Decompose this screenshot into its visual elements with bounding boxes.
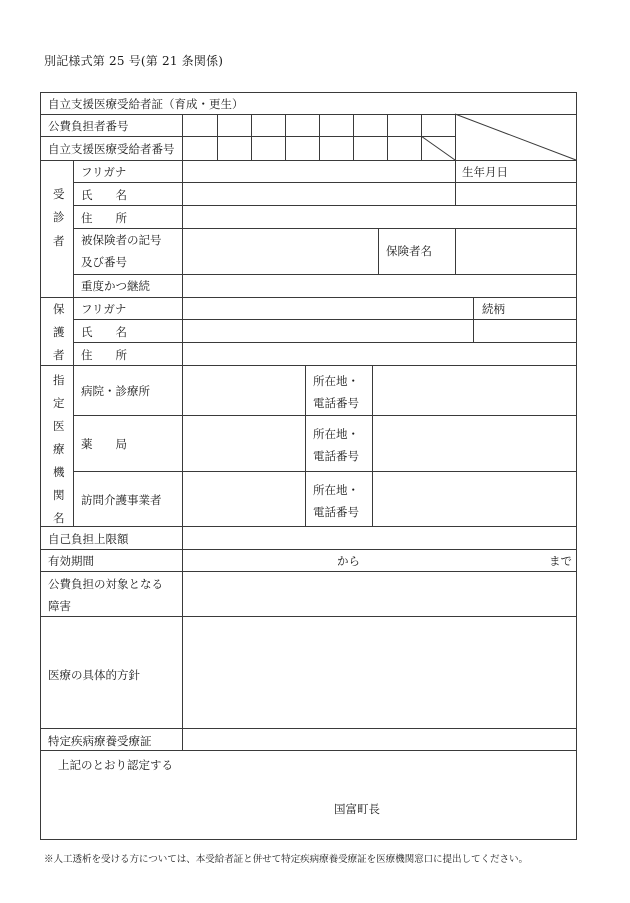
rule-validity-bottom <box>41 571 576 572</box>
institution-group-char: 医 <box>53 419 65 433</box>
footnote: ※人工透析を受ける方については、本受給者証と併せて特定疾病療養受療証を医療機関窓口に提出してください。 <box>44 854 528 865</box>
rule-insurer-right <box>455 228 456 274</box>
mayor-signature-label: 国富町長 <box>334 802 380 816</box>
institution-group-char: 定 <box>53 396 65 410</box>
form-title: 自立支援医療受給者証（育成・更生） <box>48 97 244 111</box>
public-payer-number-label: 公費負担者番号 <box>48 119 129 133</box>
hospital-clinic-label: 病院・診療所 <box>81 384 150 398</box>
institution-group-char: 療 <box>53 442 65 456</box>
rule-guardian-furigana <box>73 319 576 320</box>
rule-patient-name <box>73 205 576 206</box>
treatment-policy-label: 医療の具体的方針 <box>48 668 140 682</box>
insurer-name-label: 保険者名 <box>386 244 432 258</box>
digit-cell <box>387 114 388 160</box>
home-nursing-location-label-line2: 電話番号 <box>313 505 359 519</box>
digit-cell <box>421 114 422 160</box>
rule-copay-bottom <box>41 549 576 550</box>
patient-address-label: 住 所 <box>81 211 127 225</box>
target-disability-label-line1: 公費負担の対象となる <box>48 577 163 591</box>
guardian-group-char: 者 <box>53 348 65 362</box>
rule-disability-bottom <box>41 616 576 617</box>
patient-group-char: 受 <box>53 187 65 201</box>
copay-limit-label: 自己負担上限額 <box>48 532 129 546</box>
rule-location-right <box>372 365 373 526</box>
rule-group-column <box>73 160 74 526</box>
insured-symbol-label-line2: 及び番号 <box>81 255 127 269</box>
certificate-form <box>40 92 577 840</box>
serious-continuous-label: 重度かつ継続 <box>81 279 150 293</box>
specified-disease-label: 特定疾病療養受療証 <box>48 734 152 748</box>
digit-cell <box>353 114 354 160</box>
validity-until-label: まで <box>549 554 572 568</box>
rule-number-end <box>455 114 456 160</box>
insured-symbol-label-line1: 被保険者の記号 <box>81 233 162 247</box>
rule-location-left <box>305 365 306 526</box>
rule-insurer-left <box>378 228 379 274</box>
rule-relationship <box>473 297 474 342</box>
rule-pharmacy-bottom <box>73 471 576 472</box>
pharmacy-location-label-line1: 所在地・ <box>313 427 359 441</box>
home-nursing-label: 訪問介護事業者 <box>81 493 162 507</box>
rule-label-column <box>182 114 183 750</box>
validity-period-label: 有効期間 <box>48 554 94 568</box>
guardian-relationship-label: 続柄 <box>482 302 505 316</box>
institution-group-char: 名 <box>53 511 65 525</box>
hospital-location-label-line2: 電話番号 <box>313 396 359 410</box>
digit-cell <box>217 114 218 160</box>
patient-name-label: 氏 名 <box>81 188 127 202</box>
guardian-address-label: 住 所 <box>81 348 127 362</box>
hospital-location-label-line1: 所在地・ <box>313 374 359 388</box>
document-heading: 別記様式第 25 号(第 21 条関係) <box>44 54 224 68</box>
rule-policy-bottom <box>41 728 576 729</box>
rule-patient-bottom <box>41 297 576 298</box>
recipient-number-label: 自立支援医療受給者番号 <box>48 142 175 156</box>
rule-institution-bottom <box>41 526 576 527</box>
digit-cell <box>285 114 286 160</box>
digit-cell <box>251 114 252 160</box>
patient-group-char: 診 <box>53 210 65 224</box>
rule-payer-bottom <box>41 136 455 137</box>
rule-patient-insured <box>73 274 576 275</box>
pharmacy-label: 薬 局 <box>81 437 127 451</box>
institution-group-char: 機 <box>53 465 65 479</box>
rule-birth-date <box>455 160 456 205</box>
strike-unused-area <box>455 114 576 160</box>
institution-group-char: 関 <box>53 488 65 502</box>
pharmacy-location-label-line2: 電話番号 <box>313 449 359 463</box>
rule-recipient-bottom <box>41 160 576 161</box>
rule-guardian-name <box>73 342 576 343</box>
institution-group-char: 指 <box>53 373 65 387</box>
home-nursing-location-label-line1: 所在地・ <box>313 483 359 497</box>
rule-hospital-bottom <box>73 415 576 416</box>
rule-specified-bottom <box>41 750 576 751</box>
rule-title-bottom <box>41 114 576 115</box>
patient-furigana-label: フリガナ <box>81 165 127 179</box>
patient-birth-date-label: 生年月日 <box>462 165 508 179</box>
strike-last-digit <box>421 136 455 160</box>
guardian-name-label: 氏 名 <box>81 325 127 339</box>
patient-group-char: 者 <box>53 234 65 248</box>
digit-cell <box>319 114 320 160</box>
rule-patient-furigana <box>73 182 576 183</box>
rule-patient-address <box>73 228 576 229</box>
rule-guardian-bottom <box>41 365 576 366</box>
guardian-group-char: 護 <box>53 325 65 339</box>
certification-statement: 上記のとおり認定する <box>58 758 173 772</box>
guardian-group-char: 保 <box>53 302 65 316</box>
validity-from-label: から <box>337 554 360 568</box>
target-disability-label-line2: 障害 <box>48 599 71 613</box>
guardian-furigana-label: フリガナ <box>81 302 127 316</box>
